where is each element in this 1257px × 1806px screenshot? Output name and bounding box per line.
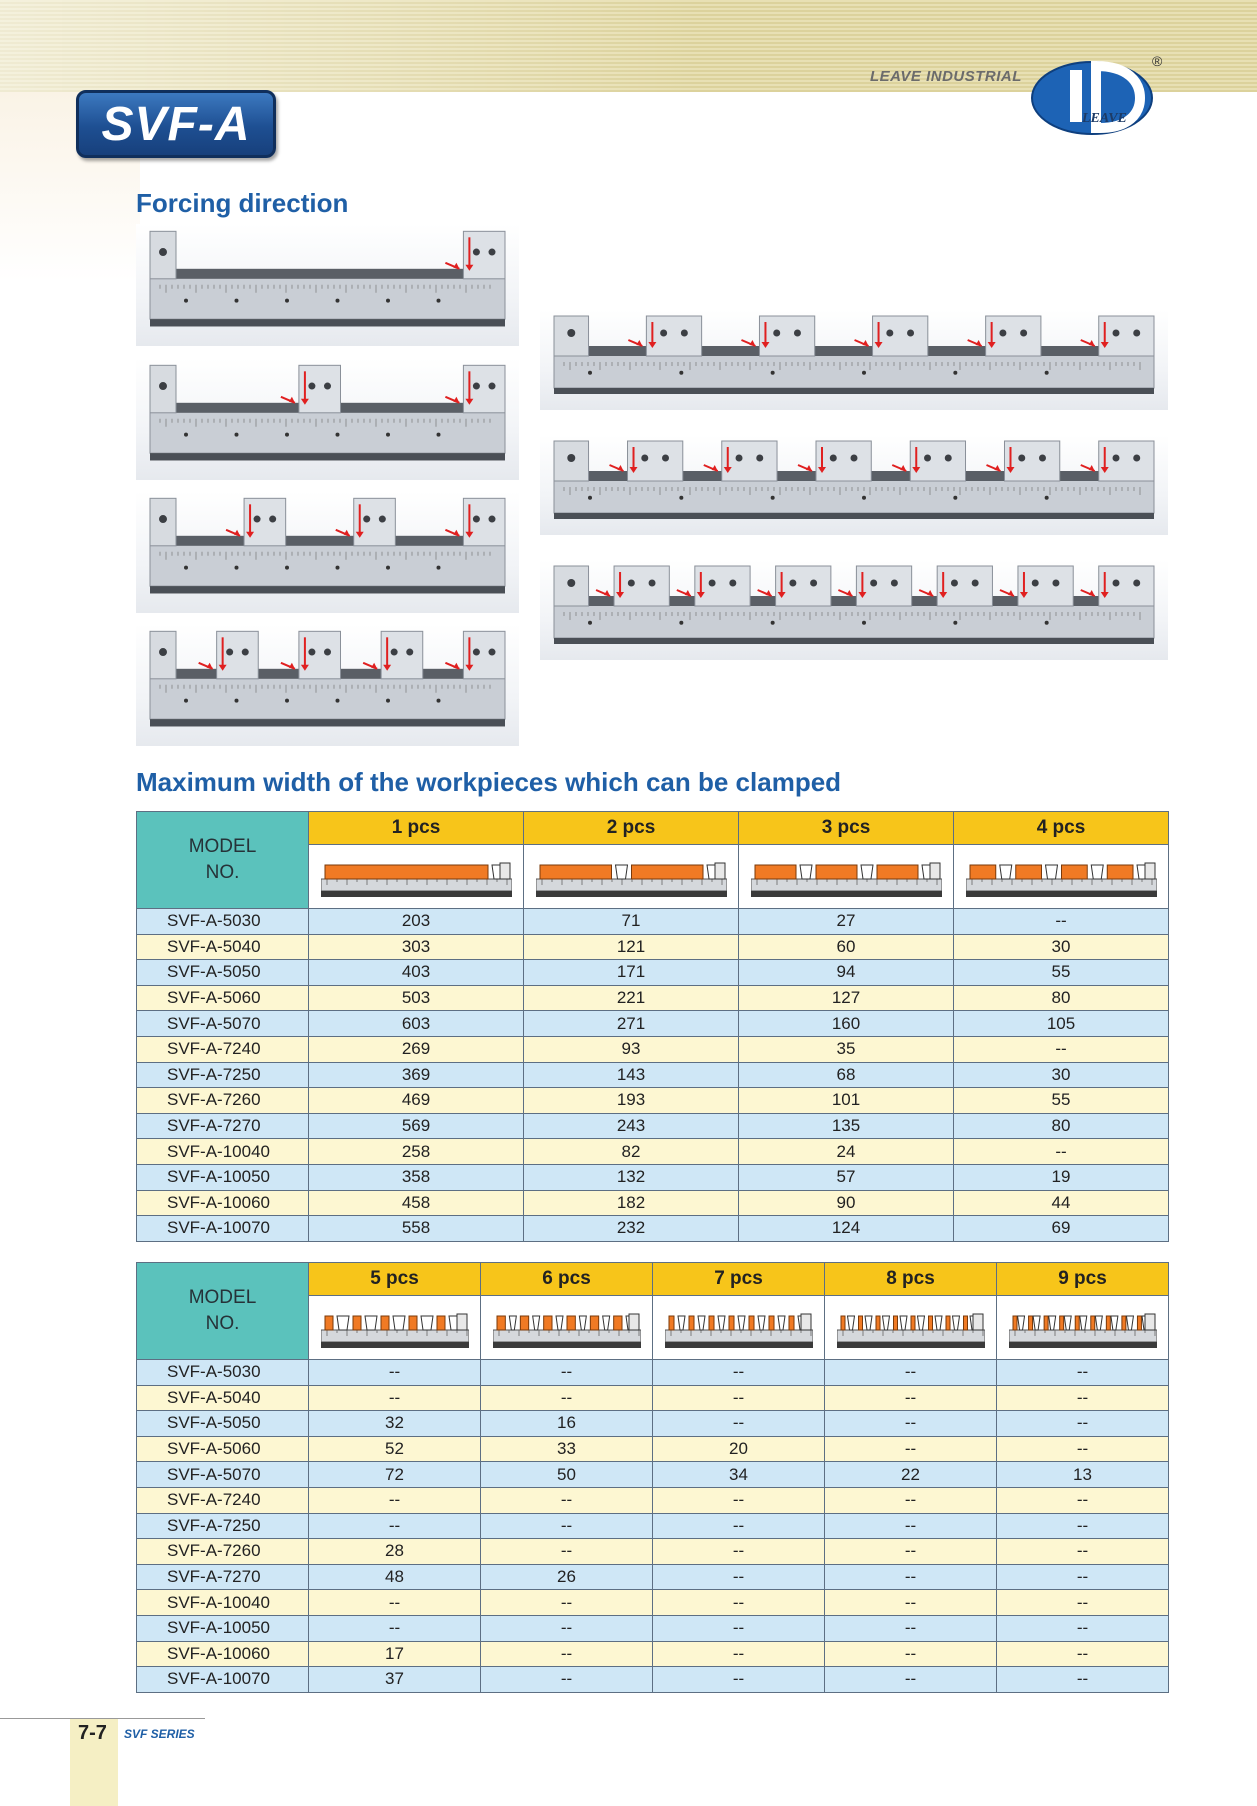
value-cell: -- <box>997 1411 1169 1437</box>
value-cell: 37 <box>309 1667 481 1693</box>
value-cell: 105 <box>954 1011 1169 1037</box>
workpiece-diagram <box>653 1296 825 1360</box>
value-cell: 569 <box>309 1113 524 1139</box>
logo-text: LEAVE <box>1082 111 1127 126</box>
value-cell: -- <box>825 1487 997 1513</box>
value-cell: 403 <box>309 960 524 986</box>
value-cell: -- <box>481 1641 653 1667</box>
value-cell: 193 <box>524 1088 739 1114</box>
model-cell: SVF-A-10050 <box>137 1164 309 1190</box>
table-row <box>137 1513 1169 1539</box>
model-cell: SVF-A-5030 <box>137 909 309 935</box>
value-cell: 503 <box>309 985 524 1011</box>
value-cell: -- <box>997 1385 1169 1411</box>
value-cell: 232 <box>524 1216 739 1242</box>
model-cell: SVF-A-5070 <box>137 1462 309 1488</box>
table-row <box>137 1164 1169 1190</box>
value-cell: 121 <box>524 934 739 960</box>
model-cell: SVF-A-10060 <box>137 1190 309 1216</box>
workpiece-diagram <box>481 1296 653 1360</box>
value-cell: 458 <box>309 1190 524 1216</box>
value-cell: -- <box>481 1615 653 1641</box>
value-cell: -- <box>309 1385 481 1411</box>
model-cell: SVF-A-7250 <box>137 1062 309 1088</box>
series-badge: SVF-A <box>76 90 276 158</box>
workpiece-diagram <box>997 1296 1169 1360</box>
value-cell: -- <box>309 1487 481 1513</box>
value-cell: 35 <box>739 1036 954 1062</box>
value-cell: -- <box>997 1667 1169 1693</box>
model-cell: SVF-A-7270 <box>137 1113 309 1139</box>
table-row <box>137 1462 1169 1488</box>
model-cell: SVF-A-7270 <box>137 1564 309 1590</box>
value-cell: 369 <box>309 1062 524 1088</box>
table-row <box>137 1011 1169 1037</box>
max-width-table-1 <box>136 811 1169 1242</box>
workpiece-diagram-icon <box>536 855 727 899</box>
table-row <box>137 1360 1169 1386</box>
value-cell: -- <box>653 1487 825 1513</box>
value-cell: -- <box>653 1360 825 1386</box>
value-cell: 68 <box>739 1062 954 1088</box>
value-cell: -- <box>309 1513 481 1539</box>
vise-photo-3-jaws <box>136 491 519 613</box>
value-cell: -- <box>653 1411 825 1437</box>
model-cell: SVF-A-10070 <box>137 1216 309 1242</box>
value-cell: 13 <box>997 1462 1169 1488</box>
value-cell: -- <box>997 1487 1169 1513</box>
value-cell: 80 <box>954 985 1169 1011</box>
model-cell: SVF-A-7250 <box>137 1513 309 1539</box>
table-row <box>137 1564 1169 1590</box>
value-cell: 60 <box>739 934 954 960</box>
table-row <box>137 1615 1169 1641</box>
value-cell: -- <box>954 909 1169 935</box>
value-cell: 160 <box>739 1011 954 1037</box>
value-cell: -- <box>653 1615 825 1641</box>
workpiece-diagram <box>954 845 1169 909</box>
max-width-title: Maximum width of the workpieces which can be clamped <box>136 767 842 797</box>
value-cell: 17 <box>309 1641 481 1667</box>
value-cell: 243 <box>524 1113 739 1139</box>
value-cell: -- <box>997 1436 1169 1462</box>
workpiece-diagram <box>524 845 739 909</box>
value-cell: -- <box>653 1564 825 1590</box>
value-cell: 30 <box>954 1062 1169 1088</box>
value-cell: 33 <box>481 1436 653 1462</box>
value-cell: 16 <box>481 1411 653 1437</box>
workpiece-diagram-icon <box>665 1306 813 1350</box>
value-cell: -- <box>653 1385 825 1411</box>
value-cell: -- <box>481 1360 653 1386</box>
model-cell: SVF-A-5030 <box>137 1360 309 1386</box>
page-number: 7-7 <box>78 1722 107 1744</box>
column-header: 1 pcs <box>309 812 524 845</box>
value-cell: 44 <box>954 1190 1169 1216</box>
value-cell: -- <box>954 1036 1169 1062</box>
value-cell: -- <box>481 1487 653 1513</box>
vise-photo-7-jaws <box>540 560 1168 660</box>
value-cell: -- <box>825 1667 997 1693</box>
series-label: SVF SERIES <box>124 1727 195 1741</box>
workpiece-diagram-icon <box>321 1306 469 1350</box>
value-cell: 34 <box>653 1462 825 1488</box>
value-cell: -- <box>825 1513 997 1539</box>
value-cell: 101 <box>739 1088 954 1114</box>
value-cell: -- <box>825 1539 997 1565</box>
value-cell: -- <box>997 1641 1169 1667</box>
workpiece-diagram-icon <box>1009 1306 1157 1350</box>
value-cell: 94 <box>739 960 954 986</box>
leave-logo-icon <box>1030 52 1170 138</box>
table-row <box>137 1539 1169 1565</box>
table-row <box>137 960 1169 986</box>
vise-illustration <box>540 560 1168 660</box>
table-row <box>137 985 1169 1011</box>
table-row <box>137 1487 1169 1513</box>
column-header: 7 pcs <box>653 1263 825 1296</box>
value-cell: -- <box>825 1385 997 1411</box>
table-row <box>137 1385 1169 1411</box>
table-row <box>137 1436 1169 1462</box>
workpiece-diagram <box>309 845 524 909</box>
value-cell: -- <box>653 1667 825 1693</box>
value-cell: 71 <box>524 909 739 935</box>
workpiece-diagram-icon <box>837 1306 985 1350</box>
value-cell: 22 <box>825 1462 997 1488</box>
value-cell: 203 <box>309 909 524 935</box>
value-cell: -- <box>481 1590 653 1616</box>
value-cell: -- <box>997 1513 1169 1539</box>
value-cell: 30 <box>954 934 1169 960</box>
value-cell: 55 <box>954 1088 1169 1114</box>
workpiece-diagram-icon <box>321 855 512 899</box>
value-cell: 269 <box>309 1036 524 1062</box>
value-cell: 24 <box>739 1139 954 1165</box>
value-cell: -- <box>825 1411 997 1437</box>
value-cell: -- <box>825 1615 997 1641</box>
value-cell: 57 <box>739 1164 954 1190</box>
value-cell: 303 <box>309 934 524 960</box>
model-cell: SVF-A-5050 <box>137 960 309 986</box>
table-row <box>137 934 1169 960</box>
value-cell: -- <box>954 1139 1169 1165</box>
registered-mark: ® <box>1152 53 1163 69</box>
value-cell: -- <box>825 1360 997 1386</box>
model-cell: SVF-A-10050 <box>137 1615 309 1641</box>
model-cell: SVF-A-5050 <box>137 1411 309 1437</box>
value-cell: -- <box>481 1513 653 1539</box>
value-cell: -- <box>481 1539 653 1565</box>
value-cell: -- <box>997 1590 1169 1616</box>
model-cell: SVF-A-7240 <box>137 1036 309 1062</box>
vise-illustration <box>136 358 519 480</box>
column-header: 2 pcs <box>524 812 739 845</box>
value-cell: 26 <box>481 1564 653 1590</box>
table-row <box>137 1641 1169 1667</box>
value-cell: 52 <box>309 1436 481 1462</box>
column-header: 5 pcs <box>309 1263 481 1296</box>
value-cell: 603 <box>309 1011 524 1037</box>
value-cell: -- <box>481 1385 653 1411</box>
vise-illustration <box>540 435 1168 535</box>
value-cell: -- <box>997 1360 1169 1386</box>
company-name: LEAVE INDUSTRIAL <box>870 68 1022 85</box>
value-cell: -- <box>309 1590 481 1616</box>
model-cell: SVF-A-5040 <box>137 1385 309 1411</box>
model-cell: SVF-A-10060 <box>137 1641 309 1667</box>
model-cell: SVF-A-5060 <box>137 985 309 1011</box>
value-cell: -- <box>309 1360 481 1386</box>
value-cell: 48 <box>309 1564 481 1590</box>
value-cell: -- <box>309 1615 481 1641</box>
table-row <box>137 1190 1169 1216</box>
value-cell: 28 <box>309 1539 481 1565</box>
model-cell: SVF-A-10070 <box>137 1667 309 1693</box>
column-header: 4 pcs <box>954 812 1169 845</box>
value-cell: 93 <box>524 1036 739 1062</box>
column-header: 9 pcs <box>997 1263 1169 1296</box>
vise-photo-6-jaws <box>540 435 1168 535</box>
value-cell: 132 <box>524 1164 739 1190</box>
table-row <box>137 1036 1169 1062</box>
value-cell: 469 <box>309 1088 524 1114</box>
vise-illustration <box>540 310 1168 410</box>
vise-illustration <box>136 224 519 346</box>
value-cell: 558 <box>309 1216 524 1242</box>
vise-photo-1-jaw <box>136 224 519 346</box>
model-cell: SVF-A-7260 <box>137 1088 309 1114</box>
value-cell: -- <box>481 1667 653 1693</box>
workpiece-diagram-icon <box>751 855 942 899</box>
value-cell: 90 <box>739 1190 954 1216</box>
value-cell: 69 <box>954 1216 1169 1242</box>
vise-photo-2-jaws <box>136 358 519 480</box>
model-cell: SVF-A-5040 <box>137 934 309 960</box>
model-cell: SVF-A-5070 <box>137 1011 309 1037</box>
value-cell: 50 <box>481 1462 653 1488</box>
table-row <box>137 1062 1169 1088</box>
value-cell: 127 <box>739 985 954 1011</box>
model-header: MODEL NO. <box>137 812 309 909</box>
column-header: 6 pcs <box>481 1263 653 1296</box>
table-row <box>137 1088 1169 1114</box>
max-width-table-2 <box>136 1262 1169 1693</box>
value-cell: 358 <box>309 1164 524 1190</box>
model-cell: SVF-A-7260 <box>137 1539 309 1565</box>
value-cell: 135 <box>739 1113 954 1139</box>
workpiece-diagram <box>825 1296 997 1360</box>
value-cell: 20 <box>653 1436 825 1462</box>
value-cell: 271 <box>524 1011 739 1037</box>
model-cell: SVF-A-5060 <box>137 1436 309 1462</box>
vise-photo-5-jaws <box>540 310 1168 410</box>
value-cell: -- <box>653 1513 825 1539</box>
model-header: MODEL NO. <box>137 1263 309 1360</box>
column-header: 8 pcs <box>825 1263 997 1296</box>
value-cell: -- <box>653 1590 825 1616</box>
table-row <box>137 1113 1169 1139</box>
value-cell: -- <box>825 1590 997 1616</box>
value-cell: -- <box>997 1539 1169 1565</box>
value-cell: 80 <box>954 1113 1169 1139</box>
vise-photo-4-jaws <box>136 624 519 746</box>
value-cell: -- <box>997 1615 1169 1641</box>
value-cell: 72 <box>309 1462 481 1488</box>
forcing-direction-title: Forcing direction <box>136 188 349 218</box>
value-cell: 258 <box>309 1139 524 1165</box>
value-cell: -- <box>825 1641 997 1667</box>
value-cell: 55 <box>954 960 1169 986</box>
value-cell: 82 <box>524 1139 739 1165</box>
value-cell: -- <box>653 1539 825 1565</box>
vise-illustration <box>136 491 519 613</box>
table-row <box>137 1590 1169 1616</box>
value-cell: 171 <box>524 960 739 986</box>
value-cell: -- <box>997 1564 1169 1590</box>
table-row <box>137 909 1169 935</box>
table-row <box>137 1216 1169 1242</box>
workpiece-diagram-icon <box>966 855 1157 899</box>
value-cell: -- <box>653 1641 825 1667</box>
table-row <box>137 1411 1169 1437</box>
column-header: 3 pcs <box>739 812 954 845</box>
table-row <box>137 1139 1169 1165</box>
value-cell: 27 <box>739 909 954 935</box>
value-cell: 143 <box>524 1062 739 1088</box>
model-cell: SVF-A-10040 <box>137 1139 309 1165</box>
workpiece-diagram <box>739 845 954 909</box>
model-cell: SVF-A-10040 <box>137 1590 309 1616</box>
vise-illustration <box>136 624 519 746</box>
model-cell: SVF-A-7240 <box>137 1487 309 1513</box>
value-cell: -- <box>825 1436 997 1462</box>
workpiece-diagram <box>309 1296 481 1360</box>
value-cell: 182 <box>524 1190 739 1216</box>
value-cell: -- <box>825 1564 997 1590</box>
value-cell: 221 <box>524 985 739 1011</box>
workpiece-diagram-icon <box>493 1306 641 1350</box>
value-cell: 32 <box>309 1411 481 1437</box>
value-cell: 124 <box>739 1216 954 1242</box>
table-row <box>137 1667 1169 1693</box>
value-cell: 19 <box>954 1164 1169 1190</box>
